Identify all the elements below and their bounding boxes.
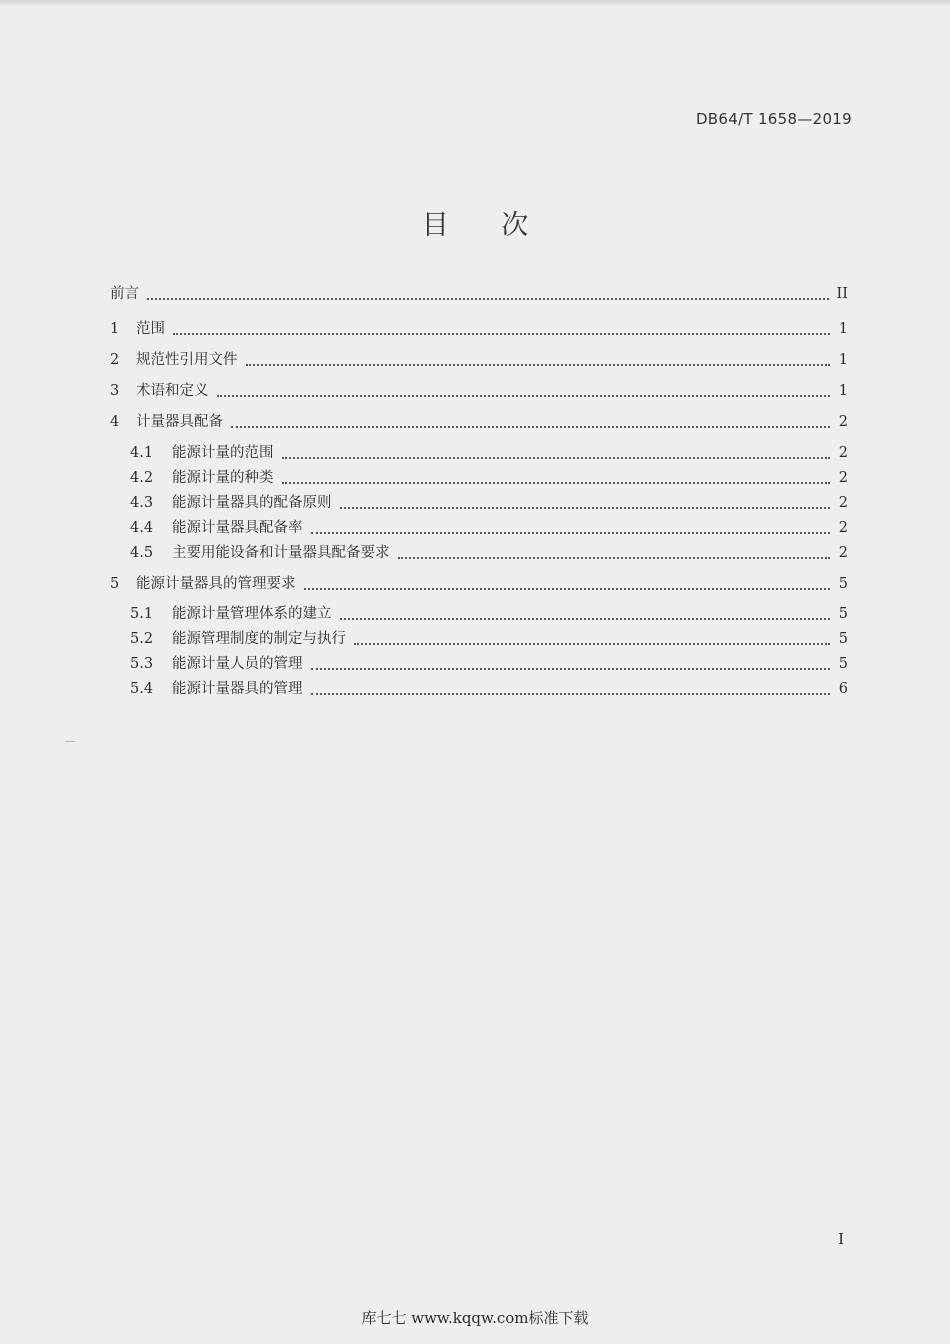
toc-page-number: 5 (838, 631, 848, 647)
toc-entry-4-5[interactable] (130, 541, 848, 563)
toc-entry-4-1[interactable] (130, 441, 848, 463)
toc-entry-1[interactable] (110, 317, 848, 339)
toc-entry-4-2[interactable] (130, 466, 848, 488)
dot-leader (231, 425, 830, 428)
toc-number: 5.4 (130, 681, 154, 697)
toc-label: 主要用能设备和计量器具配备要求 (172, 545, 390, 561)
dot-leader (173, 332, 830, 335)
dot-leader (282, 456, 831, 459)
toc-label: 能源计量人员的管理 (172, 656, 303, 672)
toc-number: 2 (110, 352, 120, 368)
toc-entry-2[interactable] (110, 348, 848, 370)
toc-page-number: 1 (838, 321, 848, 337)
toc-number: 4.2 (130, 470, 154, 486)
toc-page-number: 1 (838, 383, 848, 399)
dot-leader (340, 617, 831, 620)
toc-label: 规范性引用文件 (136, 352, 238, 368)
toc-label: 术语和定义 (136, 383, 209, 399)
dot-leader (217, 394, 831, 397)
toc-label: 前言 (110, 286, 139, 302)
toc-page-number: 2 (838, 470, 848, 486)
toc-label: 能源计量器具的管理要求 (136, 576, 296, 592)
toc-number: 5 (110, 576, 120, 592)
watermark-footer: 库七七 www.kqqw.com标准下载 (361, 1309, 589, 1327)
page-folio: I (838, 1230, 844, 1248)
toc-label: 能源管理制度的制定与执行 (172, 631, 346, 647)
toc-entry-5-4[interactable] (130, 677, 848, 699)
dot-leader (311, 667, 831, 670)
toc-entry-5-2[interactable] (130, 627, 848, 649)
toc-number: 4.3 (130, 495, 154, 511)
dot-leader (147, 297, 829, 300)
dot-leader (398, 556, 831, 559)
toc-page-number: 2 (838, 545, 848, 561)
dot-leader (304, 587, 831, 590)
scan-mark (65, 741, 75, 742)
toc-page-number: 2 (838, 520, 848, 536)
toc-number: 1 (110, 321, 120, 337)
toc-number: 4.5 (130, 545, 154, 561)
toc-label: 能源计量器具配备率 (172, 520, 303, 536)
toc-label: 能源计量器具的配备原则 (172, 495, 332, 511)
dot-leader (311, 692, 831, 695)
toc-page-number: 2 (838, 495, 848, 511)
toc-number: 4 (110, 414, 120, 430)
toc-entry-4-4[interactable] (130, 516, 848, 538)
dot-leader (311, 531, 831, 534)
toc-page-number: 1 (838, 352, 848, 368)
page-title: 目 次 (421, 210, 551, 241)
toc-number: 3 (110, 383, 120, 399)
scan-top-edge (0, 0, 950, 6)
dot-leader (246, 363, 831, 366)
toc-page-number: 2 (838, 414, 848, 430)
dot-leader (354, 642, 830, 645)
toc-number: 4.4 (130, 520, 154, 536)
toc-label: 计量器具配备 (136, 414, 223, 430)
toc-page-number: 5 (838, 606, 848, 622)
toc-page-number: 2 (838, 445, 848, 461)
toc-entry-4-3[interactable] (130, 491, 848, 513)
toc-page-number: 5 (838, 656, 848, 672)
toc-entry-preface[interactable] (110, 282, 848, 304)
toc-entry-5-1[interactable] (130, 602, 848, 624)
toc-number: 5.3 (130, 656, 154, 672)
toc-page-number: 6 (838, 681, 848, 697)
toc-label: 能源计量的种类 (172, 470, 274, 486)
toc-page-number: II (836, 286, 848, 302)
dot-leader (340, 506, 831, 509)
toc-number: 5.1 (130, 606, 154, 622)
toc-label: 范围 (136, 321, 165, 337)
dot-leader (282, 481, 831, 484)
document-code: DB64/T 1658—2019 (695, 110, 852, 128)
toc-number: 5.2 (130, 631, 154, 647)
toc-entry-5[interactable] (110, 572, 848, 594)
toc-label: 能源计量管理体系的建立 (172, 606, 332, 622)
toc-label: 能源计量器具的管理 (172, 681, 303, 697)
toc-number: 4.1 (130, 445, 154, 461)
toc-label: 能源计量的范围 (172, 445, 274, 461)
toc-entry-4[interactable] (110, 410, 848, 432)
toc-page-number: 5 (838, 576, 848, 592)
toc-entry-3[interactable] (110, 379, 848, 401)
toc-entry-5-3[interactable] (130, 652, 848, 674)
